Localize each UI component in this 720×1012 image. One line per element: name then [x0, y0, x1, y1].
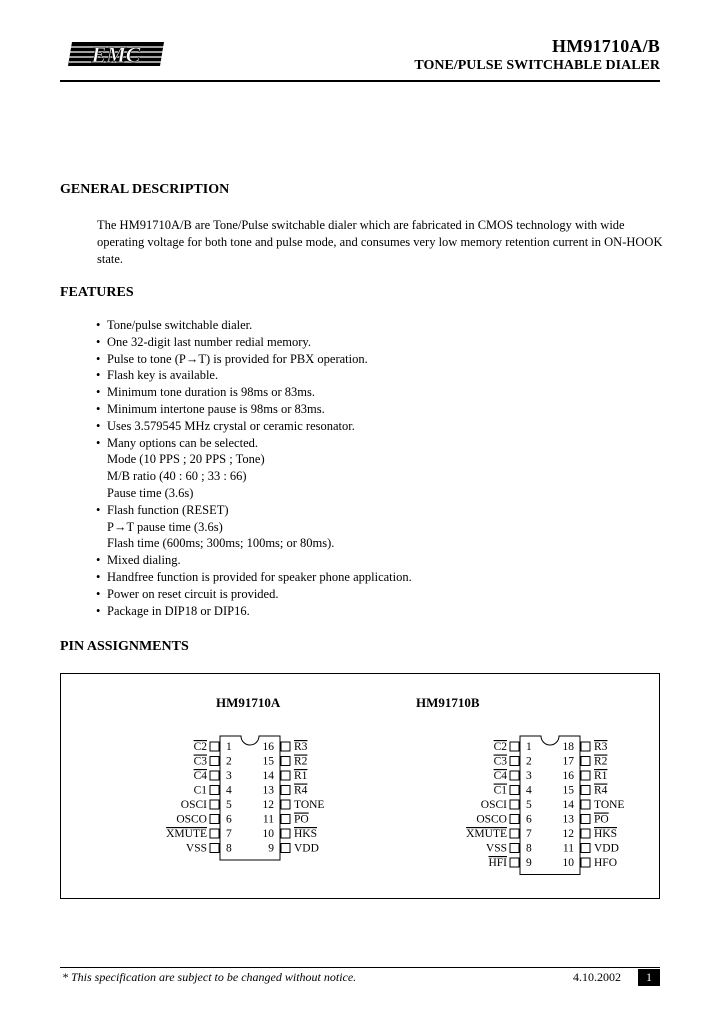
pin-r3: [563, 741, 608, 753]
pin-c4: [494, 770, 532, 782]
chip-a-pinout: [60, 730, 360, 880]
feature-item: [96, 435, 656, 452]
pin-pad: [210, 771, 219, 780]
pin-xmute: [466, 828, 532, 840]
pin-pad: [581, 858, 590, 867]
pin-r4: [263, 785, 308, 797]
pin-number: 10: [562, 857, 574, 869]
page-number: 1: [638, 969, 660, 986]
pin-label: R4: [294, 784, 308, 797]
pin-c1: [194, 785, 232, 797]
pin-osci: [181, 799, 232, 811]
pin-osco: [176, 814, 232, 826]
pin-label: XMUTE: [466, 828, 507, 840]
general-description-body: [97, 217, 667, 268]
pin-pad: [510, 844, 519, 853]
pin-number: 2: [226, 755, 232, 768]
pin-label: PO: [294, 813, 309, 826]
description-line: state.: [97, 252, 124, 266]
pin-po: [563, 814, 609, 826]
bullet-icon: •: [96, 334, 101, 349]
pin-number: 9: [268, 842, 274, 855]
pin-label: VSS: [485, 842, 507, 855]
pin-r1: [263, 770, 308, 782]
feature-text: Mixed dialing.: [107, 553, 181, 568]
feature-text: Minimum intertone pause is 98ms or 83ms.: [107, 401, 325, 416]
pin-hks: [263, 828, 318, 840]
bullet-icon: •: [96, 318, 101, 332]
pin-pad: [281, 829, 290, 838]
pin-number: 16: [262, 741, 274, 753]
general-description-heading: GENERAL DESCRIPTION: [60, 182, 230, 197]
pin-number: 16: [562, 770, 574, 782]
pin-number: 15: [562, 784, 574, 797]
pin-pad: [510, 786, 519, 795]
feature-subitem: [96, 535, 656, 552]
pin-number: 1: [526, 741, 532, 753]
pin-label: OSCO: [176, 813, 207, 826]
pin-number: 4: [226, 784, 232, 797]
document-title: TONE/PULSE SWITCHABLE DIALER: [414, 58, 660, 73]
pin-pad: [210, 800, 219, 809]
feature-text: Pulse to tone (P→T) is provided for PBX operation.: [107, 351, 368, 366]
pin-number: 8: [226, 842, 232, 855]
pin-number: 14: [562, 799, 574, 811]
pin-pad: [210, 815, 219, 824]
pin-number: 8: [526, 842, 532, 855]
pin-label: OSCI: [180, 799, 207, 811]
pin-xmute: [166, 828, 232, 840]
pin-hks: [563, 828, 618, 840]
pin-pad: [581, 742, 590, 751]
bullet-icon: •: [96, 401, 101, 416]
pin-number: 12: [262, 799, 274, 811]
feature-item: [96, 384, 656, 401]
bullet-icon: •: [96, 553, 101, 568]
feature-text: Flash time (600ms; 300ms; 100ms; or 80ms).: [107, 536, 335, 551]
pin-vss: [186, 843, 232, 855]
pin-label: TONE: [294, 799, 325, 811]
feature-text: One 32-digit last number redial memory.: [107, 334, 311, 349]
pin-label: OSCI: [480, 799, 507, 811]
pin-hfo: [563, 857, 618, 869]
pin-r2: [263, 756, 308, 768]
pin-po: [263, 814, 309, 826]
feature-subitem: [96, 485, 656, 502]
logo-text: EMC: [91, 42, 141, 67]
feature-item: [96, 569, 656, 586]
pin-pad: [581, 829, 590, 838]
pin-c4: [194, 770, 232, 782]
pin-r2: [563, 756, 608, 768]
pin-label: C3: [193, 755, 207, 768]
pin-number: 5: [226, 799, 232, 811]
pin-label: HKS: [594, 828, 618, 840]
pin-label: HFO: [594, 857, 618, 869]
pin-number: 10: [262, 828, 274, 840]
feature-text: Tone/pulse switchable dialer.: [107, 318, 253, 332]
pin-r4: [563, 785, 608, 797]
pin-number: 2: [526, 755, 532, 768]
pin-pad: [510, 858, 519, 867]
pin-pad: [581, 771, 590, 780]
pin-c3: [194, 756, 232, 768]
pin-label: HKS: [294, 828, 318, 840]
pin-c2: [494, 741, 532, 753]
description-line: operating voltage for both tone and pulse mode, and consumes very low memory retention current in ON-HOOK: [97, 235, 663, 249]
pin-number: 13: [562, 813, 574, 826]
pin-number: 14: [262, 770, 274, 782]
pin-number: 13: [262, 784, 274, 797]
bullet-icon: •: [96, 502, 101, 517]
pin-number: 11: [262, 813, 274, 826]
emc-logo: [64, 40, 168, 68]
feature-item: [96, 552, 656, 569]
footer-divider: [60, 967, 660, 968]
pin-number: 11: [562, 842, 574, 855]
pin-number: 7: [226, 828, 232, 840]
pin-number: 18: [562, 741, 574, 753]
feature-text: Mode (10 PPS ; 20 PPS ; Tone): [107, 452, 265, 467]
pin-label: OSCO: [476, 813, 507, 826]
pin-label: R3: [294, 741, 308, 753]
feature-text: Pause time (3.6s): [107, 485, 194, 500]
feature-item: [96, 502, 656, 519]
feature-text: Handfree function is provided for speaker phone application.: [107, 569, 412, 584]
pin-label: C2: [493, 741, 507, 753]
pin-osci: [481, 799, 532, 811]
pin-label: R2: [294, 755, 308, 768]
pin-pad: [510, 800, 519, 809]
pin-label: C1: [193, 784, 207, 797]
pin-vdd: [268, 843, 319, 855]
pin-vdd: [563, 843, 619, 855]
pin-pad: [281, 800, 290, 809]
feature-subitem: [96, 451, 656, 468]
features-heading: FEATURES: [60, 285, 134, 300]
feature-text: Uses 3.579545 MHz crystal or ceramic resonator.: [107, 418, 355, 433]
pin-pad: [210, 742, 219, 751]
pin-r1: [563, 770, 608, 782]
feature-text: M/B ratio (40 : 60 ; 33 : 66): [107, 469, 247, 484]
feature-item: [96, 317, 656, 334]
feature-item: [96, 418, 656, 435]
pin-label: R1: [594, 770, 608, 782]
pin-pad: [510, 742, 519, 751]
pin-label: PO: [594, 813, 609, 826]
footer-date: 4.10.2002: [573, 970, 621, 984]
bullet-icon: •: [96, 569, 101, 584]
feature-text: Many options can be selected.: [107, 435, 258, 450]
pin-assignments-heading: PIN ASSIGNMENTS: [60, 639, 189, 654]
pin-label: R3: [594, 741, 608, 753]
bullet-icon: •: [96, 385, 101, 400]
pin-label: VDD: [294, 842, 319, 855]
pin-pad: [281, 771, 290, 780]
chip-b-pinout: [360, 730, 660, 880]
pin-pad: [510, 771, 519, 780]
pin-pad: [281, 742, 290, 751]
part-number: HM91710A/B: [552, 36, 660, 56]
pin-pad: [281, 844, 290, 853]
footer-note: * This specification are subject to be changed without notice.: [62, 970, 357, 984]
feature-item: [96, 334, 656, 351]
pin-label: C1: [493, 784, 507, 797]
pin-number: 6: [526, 813, 532, 826]
pin-vss: [486, 843, 532, 855]
pin-c1: [494, 785, 532, 797]
pin-number: 6: [226, 813, 232, 826]
chip-a-title: HM91710A: [216, 695, 281, 710]
pin-number: 17: [562, 755, 574, 768]
pin-pad: [281, 757, 290, 766]
pin-pad: [210, 829, 219, 838]
pin-label: C4: [493, 770, 507, 782]
pin-pad: [581, 844, 590, 853]
pin-label: XMUTE: [166, 828, 207, 840]
pin-label: R4: [594, 784, 608, 797]
pin-pad: [510, 829, 519, 838]
pin-c3: [494, 756, 532, 768]
bullet-icon: •: [96, 368, 101, 383]
bullet-icon: •: [96, 418, 101, 433]
pin-label: TONE: [594, 799, 625, 811]
pin-pad: [210, 757, 219, 766]
feature-text: Power on reset circuit is provided.: [107, 586, 279, 601]
feature-item: [96, 603, 656, 620]
pin-number: 12: [562, 828, 574, 840]
feature-text: Flash key is available.: [107, 368, 219, 383]
pin-label: C4: [193, 770, 207, 782]
feature-subitem: [96, 468, 656, 485]
bullet-icon: •: [96, 435, 101, 450]
feature-text: Minimum tone duration is 98ms or 83ms.: [107, 385, 315, 400]
pin-pad: [581, 757, 590, 766]
pin-label: R2: [594, 755, 608, 768]
pin-number: 5: [526, 799, 532, 811]
bullet-icon: •: [96, 603, 101, 618]
feature-item: [96, 401, 656, 418]
pin-tone: [563, 799, 625, 811]
feature-item: [96, 367, 656, 384]
pin-pad: [510, 757, 519, 766]
pin-label: VSS: [185, 842, 207, 855]
feature-item: [96, 586, 656, 603]
pin-number: 1: [226, 741, 232, 753]
pin-pad: [281, 786, 290, 795]
pin-pad: [510, 815, 519, 824]
pin-pad: [210, 844, 219, 853]
bullet-icon: •: [96, 586, 101, 601]
description-line: The HM91710A/B are Tone/Pulse switchable dialer which are fabricated in CMOS technology with wide: [97, 218, 625, 232]
pin-number: 9: [526, 857, 532, 869]
pin-hfi: [488, 857, 532, 869]
header-divider: [60, 80, 660, 82]
pin-label: C2: [193, 741, 207, 753]
pin-label: C3: [493, 755, 507, 768]
feature-text: P→T pause time (3.6s): [107, 519, 223, 534]
pin-label: R1: [294, 770, 308, 782]
pin-label: VDD: [594, 842, 619, 855]
pin-osco: [476, 814, 532, 826]
pin-number: 3: [526, 770, 532, 782]
chip-b-title: HM91710B: [416, 695, 480, 710]
pin-pad: [581, 786, 590, 795]
pin-pad: [581, 800, 590, 809]
feature-item: [96, 351, 656, 368]
pin-number: 4: [526, 784, 532, 797]
feature-subitem: [96, 519, 656, 536]
features-list: [96, 317, 656, 619]
pin-r3: [263, 741, 308, 753]
pin-number: 15: [262, 755, 274, 768]
pin-number: 7: [526, 828, 532, 840]
pin-tone: [263, 799, 325, 811]
pin-pad: [210, 786, 219, 795]
feature-text: Package in DIP18 or DIP16.: [107, 603, 250, 618]
feature-text: Flash function (RESET): [107, 502, 229, 517]
pin-label: HFI: [488, 857, 507, 869]
bullet-icon: •: [96, 351, 101, 366]
pin-number: 3: [226, 770, 232, 782]
pin-pad: [281, 815, 290, 824]
pin-pad: [581, 815, 590, 824]
pin-c2: [194, 741, 232, 753]
